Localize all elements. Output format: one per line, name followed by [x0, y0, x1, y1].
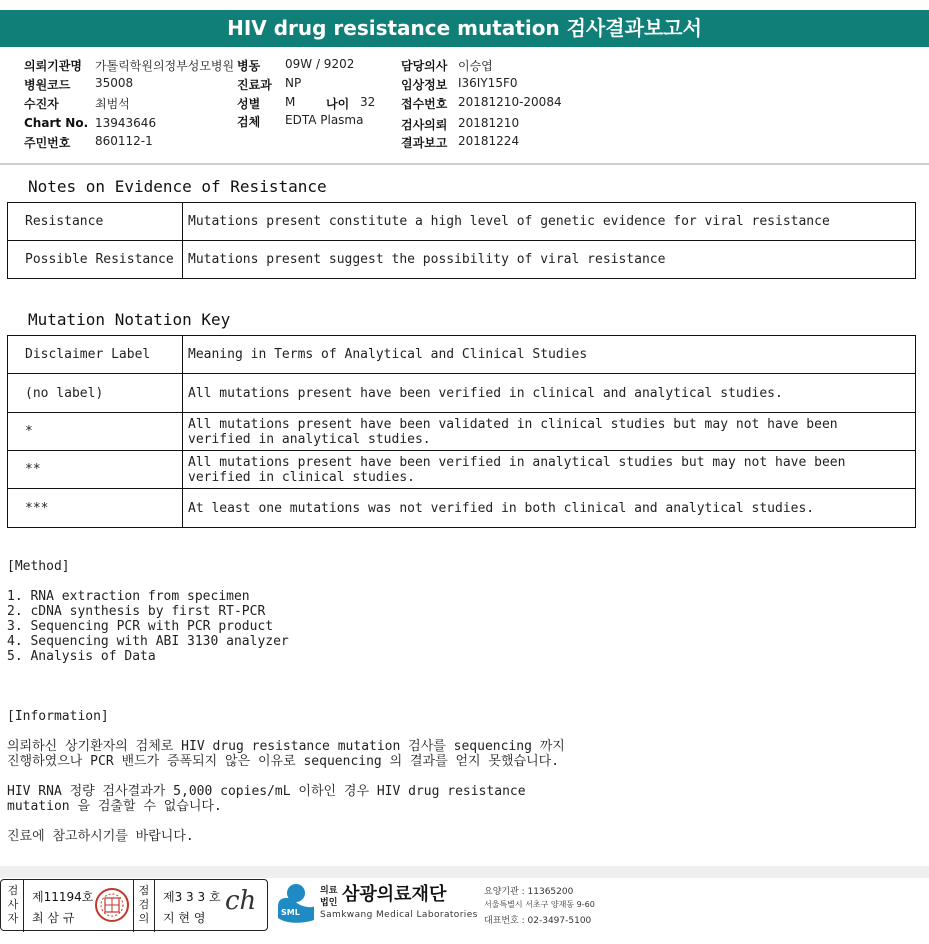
notation-label: *** — [8, 489, 183, 528]
table-row — [8, 203, 916, 241]
logo-badge: SML — [281, 908, 300, 917]
request-label: 검사의뢰 — [401, 118, 448, 132]
org-code: 요양기관 : 11365200 — [484, 887, 574, 897]
table-row — [8, 451, 916, 489]
reviewer-label: 점검의 — [138, 884, 150, 925]
method-title: [Method] — [7, 559, 70, 574]
patient-info — [0, 54, 929, 158]
method-step: 4. Sequencing with ABI 3130 analyzer — [7, 634, 289, 649]
chart-label: Chart No. — [24, 116, 89, 130]
table-row — [8, 241, 916, 279]
information-line: 진행하였으나 PCR 밴드가 증폭되지 않은 이유로 sequencing 의 결과를 얻지 못했습니다. — [7, 754, 560, 769]
notation-text: At least one mutations was not verified in both clinical and analytical studies. — [183, 489, 916, 528]
information-line: 의뢰하신 상기환자의 검체로 HIV drug resistance mutation 검사를 sequencing 까지 — [7, 739, 565, 754]
specimen-value: EDTA Plasma — [285, 113, 364, 127]
information-line: mutation 을 검출할 수 없습니다. — [7, 799, 222, 814]
inspector-number: 제11194호 — [32, 890, 94, 904]
chart-value: 13943646 — [95, 116, 157, 130]
notation-text: All mutations present have been validated in clinical studies but may not have been verified in analytical studies. — [183, 413, 916, 451]
sml-logo-icon — [272, 880, 318, 926]
subject-value: 최범석 — [95, 97, 130, 111]
header-divider — [0, 163, 929, 165]
receipt-value: 20181210-20084 — [458, 95, 562, 109]
notation-text: All mutations present have been verified in clinical and analytical studies. — [183, 374, 916, 413]
age-label: 나이 — [326, 97, 350, 111]
divider — [23, 880, 24, 932]
reviewer-signature: ch — [225, 886, 257, 916]
table-row — [8, 336, 916, 374]
specimen-label: 검체 — [237, 115, 261, 129]
request-value: 20181210 — [458, 116, 520, 130]
lab-logo — [272, 880, 922, 932]
evidence-table — [7, 202, 916, 279]
method-step: 3. Sequencing PCR with PCR product — [7, 619, 274, 634]
information-line: 진료에 참고하시기를 바랍니다. — [7, 829, 194, 844]
org-name: 삼광의료재단 — [342, 884, 447, 905]
institution-label: 의뢰기관명 — [24, 59, 82, 73]
reviewer-number: 제3 3 3 호 — [163, 890, 221, 904]
notation-label: (no label) — [8, 374, 183, 413]
sex-value: M — [285, 95, 296, 109]
footer-band — [0, 866, 929, 878]
org-address: 서울특별시 서초구 양재동 9-60 — [484, 900, 595, 909]
table-row — [8, 374, 916, 413]
sex-label: 성별 — [237, 97, 261, 111]
inspector-name: 최 삼 규 — [32, 911, 75, 925]
org-prefix: 의료 — [320, 886, 338, 896]
institution-value: 가톨릭학원의정부성모병원 — [95, 59, 235, 73]
table-row — [8, 489, 916, 528]
notation-text: Meaning in Terms of Analytical and Clinical Studies — [183, 336, 916, 374]
org-phone: 대표번호 : 02-3497-5100 — [484, 916, 592, 926]
report-date-label: 결과보고 — [401, 136, 448, 150]
dept-label: 진료과 — [237, 78, 272, 92]
information-line: HIV RNA 정량 검사결과가 5,000 copies/mL 이하인 경우 HIV drug resistance — [7, 784, 526, 799]
age-value: 32 — [360, 95, 376, 109]
divider — [154, 880, 155, 932]
receipt-label: 접수번호 — [401, 97, 448, 111]
method-step: 1. RNA extraction from specimen — [7, 589, 250, 604]
dept-value: NP — [285, 76, 302, 90]
hospital-code-label: 병원코드 — [24, 78, 71, 92]
hospital-code-value: 35008 — [95, 76, 134, 90]
method-step: 2. cDNA synthesis by first RT-PCR — [7, 604, 266, 619]
report-title: HIV drug resistance mutation 검사결과보고서 — [0, 10, 929, 47]
evidence-label: Resistance — [8, 203, 183, 241]
official-seal-icon — [94, 887, 130, 923]
notation-table — [7, 335, 916, 528]
information-title: [Information] — [7, 709, 109, 724]
clinical-label: 임상정보 — [401, 78, 448, 92]
evidence-text: Mutations present suggest the possibility of viral resistance — [183, 241, 916, 279]
clinical-value: I36IY15F0 — [458, 76, 518, 90]
divider — [133, 880, 134, 932]
method-step: 5. Analysis of Data — [7, 649, 156, 664]
reviewer-name: 지 현 영 — [163, 911, 206, 925]
signature-box — [0, 879, 268, 931]
org-prefix: 법인 — [320, 898, 338, 908]
notation-text: All mutations present have been verified in analytical studies but may not have been verified in clinical studies. — [183, 451, 916, 489]
id-value: 860112-1 — [95, 134, 153, 148]
notation-label: ** — [8, 451, 183, 489]
ward-value: 09W / 9202 — [285, 57, 355, 71]
doctor-label: 담당의사 — [401, 59, 448, 73]
subject-label: 수진자 — [24, 97, 59, 111]
doctor-value: 이승엽 — [458, 59, 493, 73]
evidence-text: Mutations present constitute a high level of genetic evidence for viral resistance — [183, 203, 916, 241]
ward-label: 병동 — [237, 59, 261, 73]
table-row — [8, 413, 916, 451]
org-en-name: Samkwang Medical Laboratories — [320, 910, 478, 920]
id-label: 주민번호 — [24, 136, 71, 150]
evidence-label: Possible Resistance — [8, 241, 183, 279]
notation-label: * — [8, 413, 183, 451]
inspector-label: 검사자 — [7, 884, 19, 925]
notation-label: Disclaimer Label — [8, 336, 183, 374]
evidence-title: Notes on Evidence of Resistance — [28, 177, 327, 196]
report-date-value: 20181224 — [458, 134, 520, 148]
notation-title: Mutation Notation Key — [28, 310, 231, 329]
